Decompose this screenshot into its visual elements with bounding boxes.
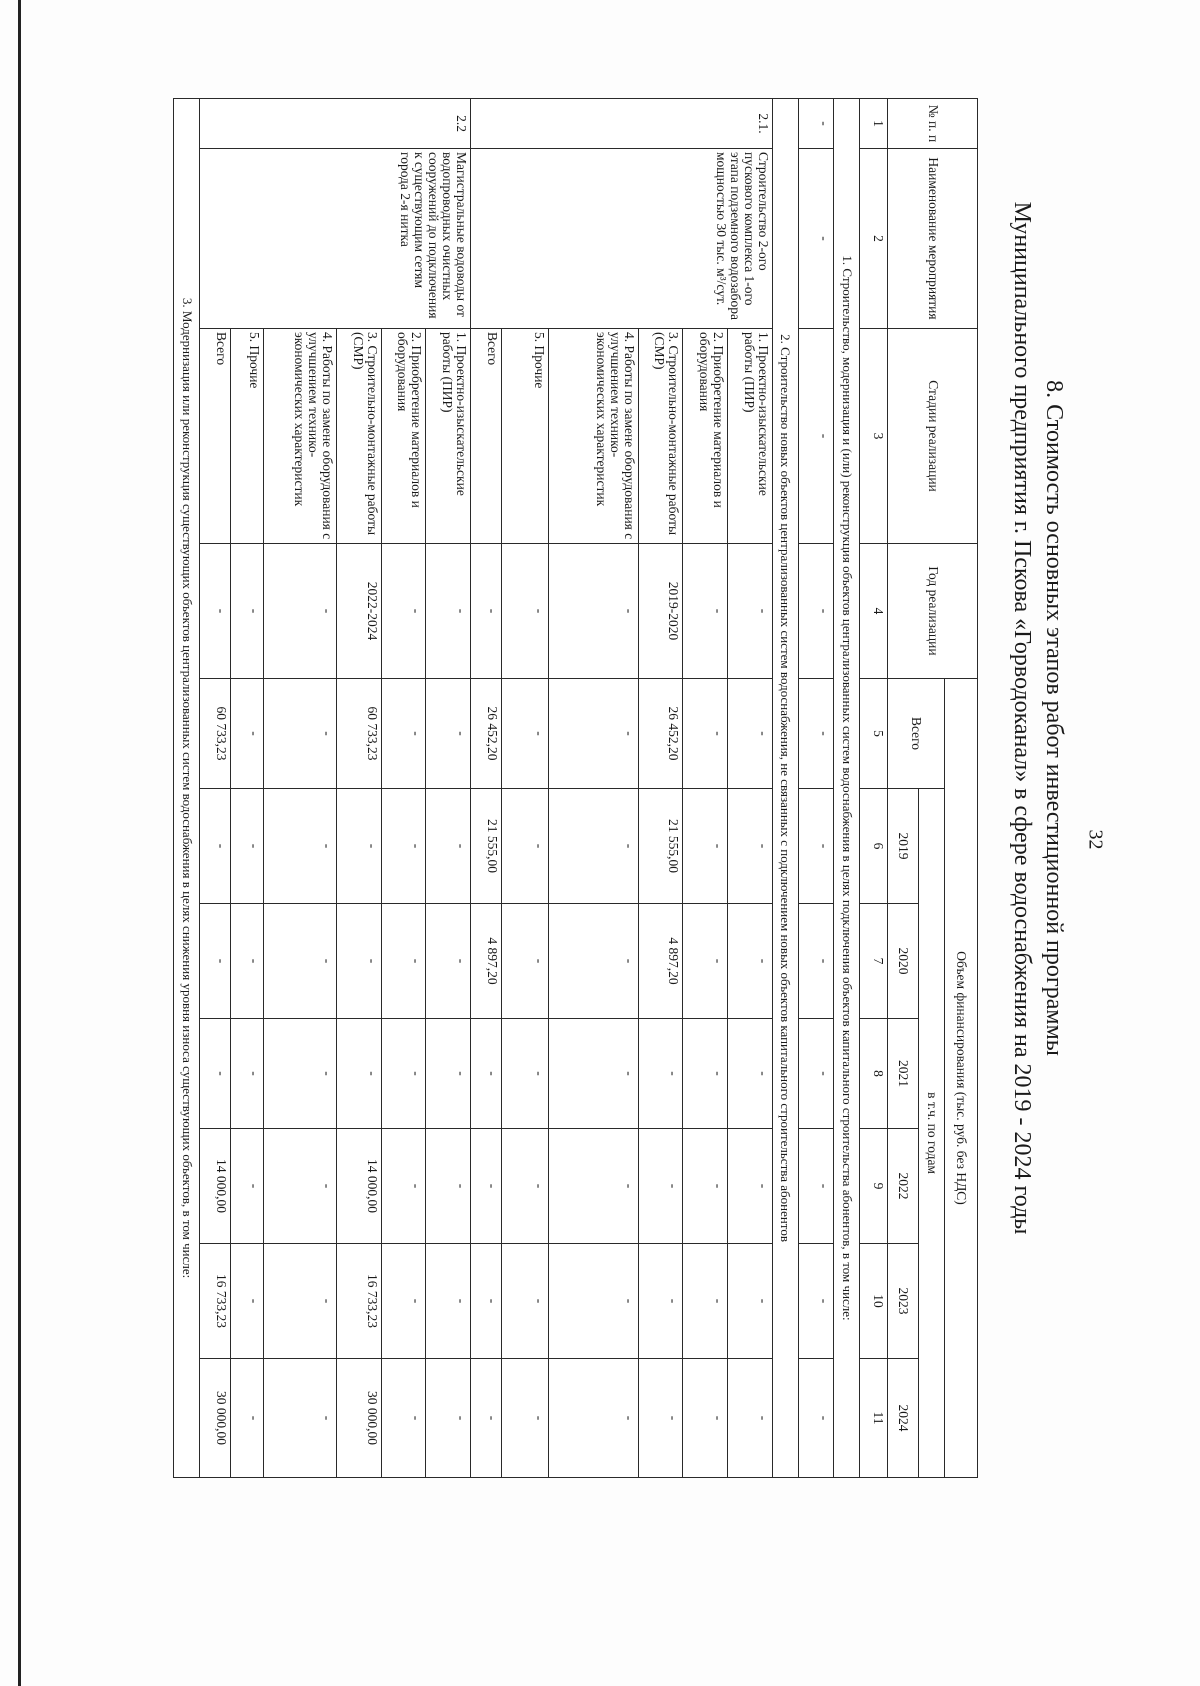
header-volume: Объем финансирования (тыс. руб. без НДС) [945, 679, 978, 1478]
table-cell: - [230, 679, 263, 789]
table-cell: - [336, 789, 381, 904]
table-cell: - [426, 1244, 471, 1359]
col-number: 8 [860, 1019, 888, 1129]
table-cell: - [501, 1129, 548, 1244]
table-cell: - [381, 1019, 426, 1129]
stage-cell: 3. Строительно-монтажные работы (СМР) [638, 329, 683, 544]
header-name: Наименование мероприятия [888, 149, 978, 329]
header-2021: 2021 [888, 1019, 919, 1129]
table-cell: - [728, 1129, 773, 1244]
table-cell: - [263, 544, 336, 679]
table-cell: - [230, 789, 263, 904]
header-2019: 2019 [888, 789, 919, 904]
item-2-1-name: Строительство 2-ого пускового комплекса 1-ого этапа подземного водозабора мощностью 30 тыс. м³/сут. [471, 149, 773, 329]
table-cell: - [683, 1019, 728, 1129]
col-number: 6 [860, 789, 888, 904]
stage-cell: 3. Строительно-монтажные работы (СМР) [336, 329, 381, 544]
table-cell: - [501, 1244, 548, 1359]
table-cell: - [230, 1359, 263, 1478]
table-cell: 30 000,00 [200, 1359, 231, 1478]
table-cell: - [683, 1244, 728, 1359]
table-cell: - [548, 1019, 638, 1129]
table-cell: - [501, 1359, 548, 1478]
heading-text [1006, 28, 1070, 1408]
document-heading [1000, 28, 1070, 1408]
table-cell: - [381, 1244, 426, 1359]
table-cell: - [381, 544, 426, 679]
table-cell: - [263, 1244, 336, 1359]
table-cell: 21 555,00 [638, 789, 683, 904]
header-total: Всего [888, 679, 945, 789]
header-num: № п. п [888, 99, 978, 149]
table-cell: - [728, 544, 773, 679]
table-cell: - [798, 789, 833, 904]
table-cell: - [426, 544, 471, 679]
stage-cell: 2. Приобретение материалов и оборудования [683, 329, 728, 544]
investment-cost-table [173, 98, 978, 1478]
table-cell: - [200, 1019, 231, 1129]
table-cell: - [336, 904, 381, 1019]
table-cell: - [426, 1359, 471, 1478]
table-cell: - [798, 904, 833, 1019]
table-cell: - [381, 789, 426, 904]
table-cell: - [728, 904, 773, 1019]
table-cell: - [263, 1019, 336, 1129]
table-cell: 21 555,00 [471, 789, 502, 904]
table-cell: - [200, 544, 231, 679]
col-number: 3 [860, 329, 888, 544]
col-number: 10 [860, 1244, 888, 1359]
stage-cell: 2. Приобретение материалов и оборудования [381, 329, 426, 544]
table-cell: - [501, 544, 548, 679]
table-cell: - [638, 1019, 683, 1129]
table-cell: - [501, 904, 548, 1019]
table-cell: - [798, 1359, 833, 1478]
table-cell: - [728, 1244, 773, 1359]
col-number: 7 [860, 904, 888, 1019]
col-number: 5 [860, 679, 888, 789]
table-cell: - [263, 789, 336, 904]
table-cell: - [728, 679, 773, 789]
stage-cell: 5. Прочие [501, 329, 548, 544]
title-line-2: Муниципального предприятия г. Пскова «Горводоканал» в сфере водоснабжения на 2019 - 2024 годы [1009, 201, 1035, 1235]
header-2020: 2020 [888, 904, 919, 1019]
table-cell: - [336, 1019, 381, 1129]
table-cell: - [381, 679, 426, 789]
table-cell: - [471, 1359, 502, 1478]
table-cell: - [230, 904, 263, 1019]
table-cell: 4 897,20 [471, 904, 502, 1019]
table-cell: - [426, 904, 471, 1019]
header-year: Год реализации [888, 544, 978, 679]
item-2-2-num: 2.2 [200, 99, 471, 149]
table-cell: - [471, 1129, 502, 1244]
table-cell: - [683, 789, 728, 904]
table-cell: - [638, 1129, 683, 1244]
table-cell: - [501, 789, 548, 904]
table-cell: - [728, 1359, 773, 1478]
table-cell: - [638, 1359, 683, 1478]
table-cell: 14 000,00 [200, 1129, 231, 1244]
col-number: 2 [860, 149, 888, 329]
table-cell: - [381, 904, 426, 1019]
table-cell: - [548, 1359, 638, 1478]
table-cell: - [548, 1244, 638, 1359]
item-2-1-num: 2.1. [471, 99, 773, 149]
table-cell: - [501, 1019, 548, 1129]
table-cell: - [426, 1019, 471, 1129]
table-cell: - [548, 904, 638, 1019]
table-cell: 30 000,00 [336, 1359, 381, 1478]
table-cell: - [230, 1129, 263, 1244]
table-cell: - [230, 1019, 263, 1129]
item-2-2-name: Магистральные водоводы от водопроводных очистных сооружений до подключения к существующим сетям города 2-я нитка [200, 149, 471, 329]
stage-cell: Всего [200, 329, 231, 544]
table-cell: 26 452,20 [471, 679, 502, 789]
stage-cell: 1. Проектно-изыскательские работы (ПИР) [426, 329, 471, 544]
table-cell: - [426, 789, 471, 904]
stage-cell: 1. Проектно-изыскательские работы (ПИР) [728, 329, 773, 544]
section-1-heading: 1. Строительство, модернизация и (или) реконструкция объектов централизованных систем водоснабжения в целях подключения объектов капитального строительства абонентов, в том числе: [834, 99, 860, 1478]
table-cell: - [798, 1019, 833, 1129]
table-cell: - [638, 1244, 683, 1359]
page-edge-line [18, 0, 21, 1686]
table-cell: - [683, 1129, 728, 1244]
section-1-row [798, 99, 833, 1478]
section-2-heading: 2. Строительство новых объектов централизованных систем водоснабжения, не связанных с подключением новых объектов капитального строительства абонентов [772, 99, 798, 1478]
table-cell: - [471, 1019, 502, 1129]
table-cell: - [798, 149, 833, 329]
table-cell: - [200, 904, 231, 1019]
table-cell: - [426, 1129, 471, 1244]
stage-cell: 4. Работы по замене оборудования с улучшением технико-экономических характеристик [263, 329, 336, 544]
header-by-years: в т.ч. по годам [919, 789, 945, 1478]
col-number: 4 [860, 544, 888, 679]
table-cell: - [263, 904, 336, 1019]
table-cell: - [381, 1129, 426, 1244]
table-cell: - [798, 329, 833, 544]
table-cell: 4 897,20 [638, 904, 683, 1019]
stage-cell: 5. Прочие [230, 329, 263, 544]
table-cell: 14 000,00 [336, 1129, 381, 1244]
table-cell: - [548, 789, 638, 904]
table-cell: - [548, 1129, 638, 1244]
table-cell: - [683, 904, 728, 1019]
stage-cell: 4. Работы по замене оборудования с улучшением технико-экономических характеристик [548, 329, 638, 544]
col-number: 9 [860, 1129, 888, 1244]
table-stage [173, 98, 978, 1477]
table-cell: - [200, 789, 231, 904]
column-number-row [860, 99, 888, 1478]
table-cell: - [230, 544, 263, 679]
table-cell: - [471, 1244, 502, 1359]
table-cell: 2019-2020 [638, 544, 683, 679]
table-cell: - [728, 789, 773, 904]
table-cell: - [548, 679, 638, 789]
table-cell: - [798, 1129, 833, 1244]
table-cell: - [426, 679, 471, 789]
table-cell: - [798, 1244, 833, 1359]
table-cell: - [548, 544, 638, 679]
title-line-1: 8. Стоимость основных этапов работ инвестиционной программы [1041, 380, 1067, 1056]
table-cell: 60 733,23 [200, 679, 231, 789]
table-cell: - [230, 1244, 263, 1359]
table-cell: - [683, 544, 728, 679]
table-row [728, 99, 773, 1478]
table-cell: - [683, 679, 728, 789]
table-cell: - [728, 1019, 773, 1129]
col-number: 1 [860, 99, 888, 149]
header-2022: 2022 [888, 1129, 919, 1244]
table-cell: 16 733,23 [336, 1244, 381, 1359]
header-stage: Стадии реализации [888, 329, 978, 544]
table-cell: - [263, 679, 336, 789]
table-cell: - [381, 1359, 426, 1478]
col-number: 11 [860, 1359, 888, 1478]
header-2024: 2024 [888, 1359, 919, 1478]
stage-cell: Всего [471, 329, 502, 544]
section-3-heading: 3. Модернизация или реконструкция существующих объектов централизованных систем водоснабжения в целях снижения уровня износа существующих объектов, в том числе: [174, 99, 200, 1478]
table-cell: 26 452,20 [638, 679, 683, 789]
table-cell: - [798, 99, 833, 149]
header-2023: 2023 [888, 1244, 919, 1359]
table-cell: 60 733,23 [336, 679, 381, 789]
table-cell: - [798, 544, 833, 679]
table-cell: - [263, 1359, 336, 1478]
page-number: 32 [1084, 829, 1107, 850]
table-cell: - [263, 1129, 336, 1244]
table-cell: - [471, 544, 502, 679]
table-cell: 16 733,23 [200, 1244, 231, 1359]
table-cell: 2022-2024 [336, 544, 381, 679]
table-cell: - [683, 1359, 728, 1478]
table-row [426, 99, 471, 1478]
table-cell: - [501, 679, 548, 789]
table-cell: - [798, 679, 833, 789]
